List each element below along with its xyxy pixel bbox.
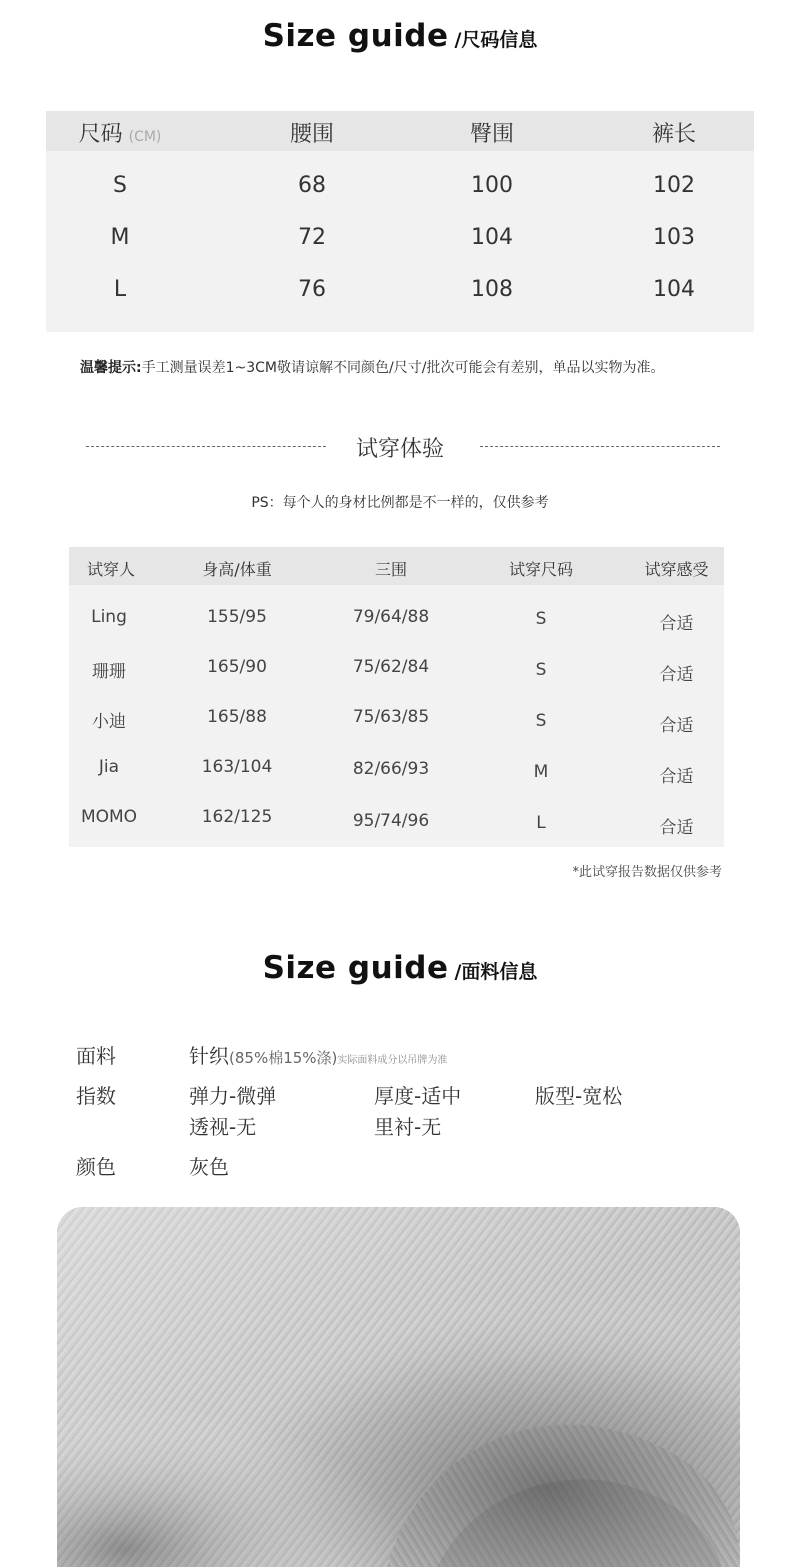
hip-cell: 108 [471, 277, 513, 302]
height-weight-cell: 163/104 [201, 757, 273, 777]
size-cell: S [113, 173, 127, 198]
material-value: 针织(85%棉15%涤)实际面料成分以吊牌为准 [189, 1044, 448, 1068]
index-transparency: 透视-无 [189, 1115, 257, 1139]
fabric-photo [57, 1207, 740, 1567]
tester-cell: MOMO [80, 807, 138, 827]
header-tester: 试穿人 [86, 560, 135, 579]
tip-label: 温馨提示: [80, 360, 142, 376]
measurements-cell: 75/63/85 [352, 707, 430, 727]
hip-cell: 100 [471, 173, 513, 198]
color-value: 灰色 [189, 1155, 229, 1179]
index-lining: 里衬-无 [374, 1115, 442, 1139]
feeling-cell: 合适 [659, 716, 694, 736]
tester-cell: 小迪 [92, 712, 126, 732]
header-waist: 腰围 [289, 122, 334, 147]
feeling-cell: 合适 [659, 767, 694, 787]
ps-note: PS：每个人的身材比例都是不一样的，仅供参考 [251, 495, 549, 511]
waist-cell: 68 [298, 173, 326, 198]
size-cell: L [113, 277, 127, 302]
header-unit: (CM) [128, 129, 162, 145]
tried-size-cell: S [535, 660, 547, 680]
tried-size-cell: S [535, 711, 547, 731]
tester-cell: Jia [98, 757, 120, 777]
measurements-cell: 75/62/84 [352, 657, 430, 677]
length-cell: 104 [653, 277, 695, 302]
feeling-cell: 合适 [659, 818, 694, 838]
feeling-cell: 合适 [659, 614, 694, 634]
length-cell: 102 [653, 173, 695, 198]
header-tried-size: 试穿尺码 [508, 560, 573, 579]
index-fit: 版型-宽松 [535, 1084, 623, 1108]
title-main: Size guide [262, 18, 449, 54]
measurements-cell: 95/74/96 [352, 811, 430, 831]
title-sub: /面料信息 [454, 961, 538, 983]
index-thickness: 厚度-适中 [374, 1084, 462, 1108]
tried-size-cell: M [533, 762, 549, 782]
material-detail: (85%棉15%涤) [229, 1049, 338, 1067]
index-label: 指数 [76, 1084, 116, 1108]
measurement-tip [80, 357, 664, 377]
size-table-header [46, 111, 754, 151]
title-sub: /尺码信息 [454, 29, 538, 51]
fabric-texture-image [57, 1207, 740, 1567]
height-weight-cell: 165/88 [207, 707, 267, 727]
index-elasticity: 弹力-微弹 [189, 1084, 277, 1108]
right-dashed-divider [480, 446, 720, 447]
waist-cell: 76 [298, 277, 326, 302]
header-feeling: 试穿感受 [644, 560, 709, 579]
height-weight-cell: 155/95 [207, 607, 267, 627]
header-length: 裤长 [651, 122, 696, 147]
tip-text: 手工测量误差1~3CM敬请谅解不同颜色/尺寸/批次可能会有差别，单品以实物为准。 [141, 360, 665, 376]
waist-cell: 72 [298, 225, 326, 250]
size-table [46, 111, 754, 332]
tester-cell: Ling [91, 607, 127, 627]
hip-cell: 104 [471, 225, 513, 250]
try-on-table [69, 547, 724, 847]
header-height-weight: 身高/体重 [202, 560, 272, 579]
material-note: 实际面料成分以吊牌为准 [337, 1055, 448, 1066]
measurements-cell: 79/64/88 [352, 607, 430, 627]
fabric-guide-title [0, 950, 800, 986]
tried-size-cell: S [535, 609, 547, 629]
tester-cell: 珊珊 [92, 662, 126, 682]
size-cell: M [110, 225, 130, 250]
height-weight-cell: 162/125 [201, 807, 273, 827]
try-table-header [69, 547, 724, 585]
height-weight-cell: 165/90 [207, 657, 267, 677]
try-on-title: 试穿体验 [355, 437, 444, 462]
material-label: 面料 [76, 1044, 116, 1068]
tried-size-cell: L [536, 813, 546, 833]
color-label: 颜色 [76, 1155, 116, 1179]
feeling-cell: 合适 [659, 665, 694, 685]
measurements-cell: 82/66/93 [352, 759, 430, 779]
header-size: 尺码 (CM) [78, 122, 162, 147]
length-cell: 103 [653, 225, 695, 250]
header-hip: 臀围 [469, 122, 514, 147]
size-guide-title [0, 18, 800, 54]
title-main: Size guide [262, 950, 449, 986]
report-note: *此试穿报告数据仅供参考 [572, 865, 722, 880]
header-measurements: 三围 [374, 560, 407, 579]
